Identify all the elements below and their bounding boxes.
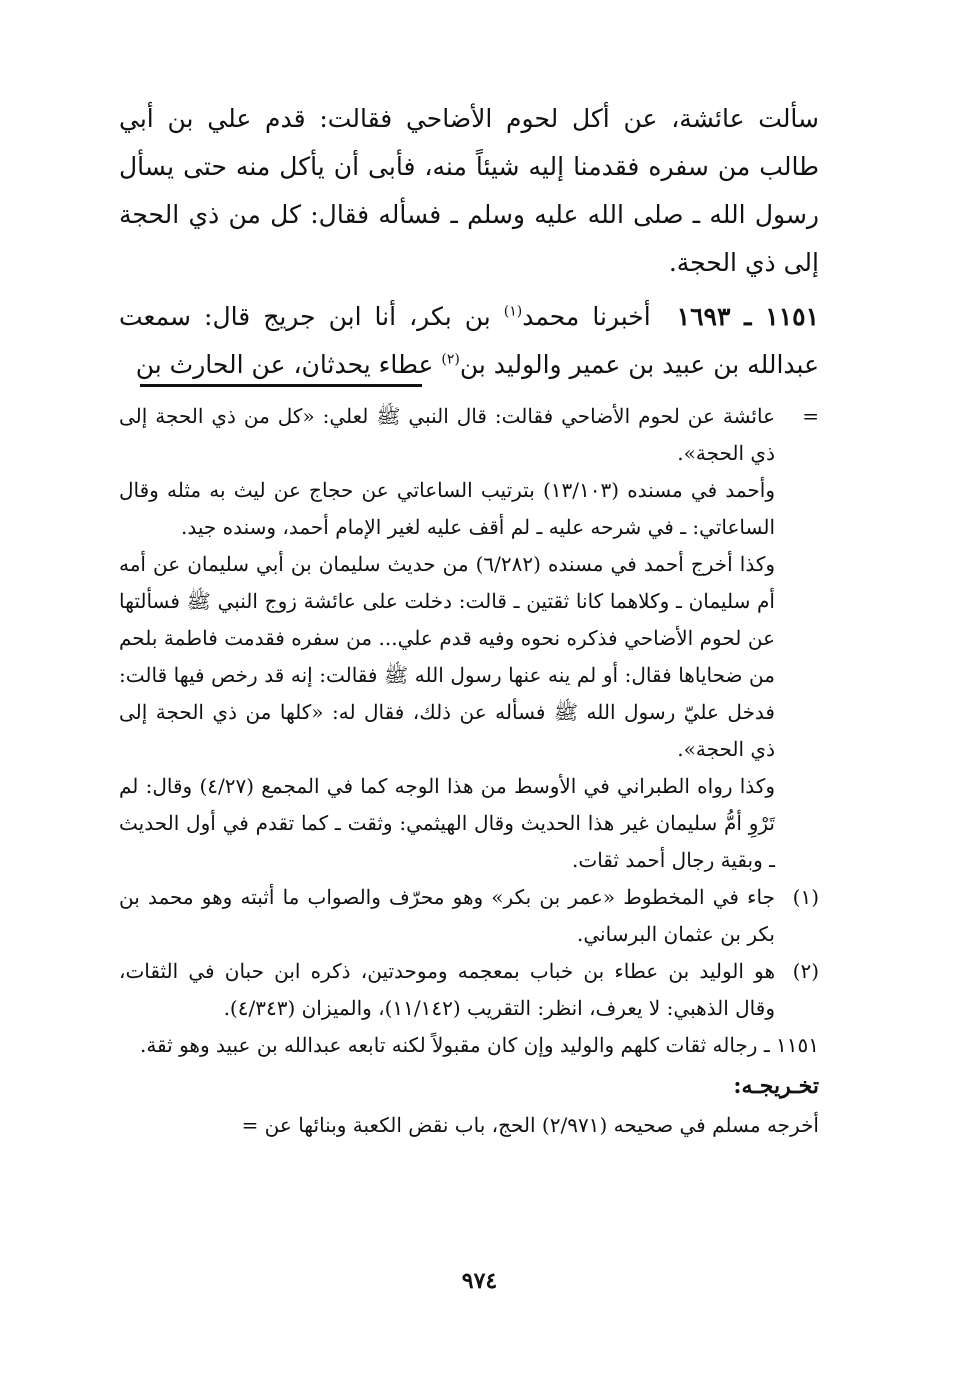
hadith-paragraph xyxy=(119,293,819,389)
footnotes-section xyxy=(119,398,819,1144)
note-1151 xyxy=(119,1027,819,1064)
footnote-separator xyxy=(140,384,422,387)
hadith-text-part1: أخبرنا محمد xyxy=(522,302,651,331)
footnote-2-marker: (٢) xyxy=(792,959,819,983)
continuation-marker: = xyxy=(802,404,819,428)
hadith-text-part2: بن بكر، أنا ابن جريج قال: سمعت عبدالله بن عبيد بن عمير والوليد بن xyxy=(119,302,819,379)
takhrij-heading: تخـريجـه: xyxy=(733,1073,819,1099)
footnote-2-text: هو الوليد بن عطاء بن خباب بمعجمه وموحدتين، ذكره ابن حبان في الثقات، وقال الذهبي: لا يعرف، انظر: التقريب (١١/١٤٢)، والميزان (٤/٣٤٣). xyxy=(119,959,775,1020)
note-paragraph: عائشة عن لحوم الأضاحي فقالت: قال النبي ﷺ لعلي: «كل من ذي الحجة إلى ذي الحجة». xyxy=(119,404,775,465)
note-paragraph: وأحمد في مسنده (١٣/١٠٣) بترتيب الساعاتي عن حجاج عن ليث به مثله وقال الساعاتي: ـ في شرحه عليه ـ لم أقف عليه لغير الإمام أحمد، وسنده جيد. xyxy=(119,478,775,539)
continued-note xyxy=(119,398,819,879)
main-paragraph: سألت عائشة، عن أكل لحوم الأضاحي فقالت: قدم علي بن أبي طالب من سفره فقدمنا إليه شيئاً منه، فأبى أن يأكل منه حتى يسأل رسول الله ـ صلى الله عليه وسلم ـ فسأله فقال: كل من ذي الحجة إلى ذي الحجة. xyxy=(119,104,819,277)
footnote-ref-1[interactable]: (١) xyxy=(503,303,523,320)
page-number: ٩٧٤ xyxy=(461,1268,498,1294)
note-1151-body: رجاله ثقات كلهم والوليد وإن كان مقبولاً لكنه تابعه عبدالله بن عبيد وهو ثقة. xyxy=(139,1033,758,1057)
takhrij-text: أخرجه مسلم في صحيحه (٢/٩٧١) الحج، باب نقض الكعبة وبنائها عن = xyxy=(241,1113,819,1137)
hadith-text-part3: عطاء يحدثان، عن الحارث بن xyxy=(135,350,442,379)
footnote-1-marker: (١) xyxy=(792,885,819,909)
note-1151-marker: ١١٥١ ـ xyxy=(763,1033,819,1057)
main-text xyxy=(119,95,819,389)
note-paragraph: وكذا أخرج أحمد في مسنده (٦/٢٨٢) من حديث سليمان بن أبي سليمان عن أمه أم سليمان ـ وكلاهما كانا ثقتين ـ قالت: دخلت على عائشة زوج النبي ﷺ فسألتها عن لحوم الأضاحي فذكره نحوه وفيه قدم علي... من سفره فقدمت فاطمة بلحم من ضحاياها فقال: أو لم ينه عنها رسول الله ﷺ فقالت: إنه قد رخص فيها قالت: فدخل عليّ رسول الله ﷺ فسأله عن ذلك، فقال له: «كلها من ذي الحجة إلى ذي الحجة». xyxy=(119,552,775,761)
footnote-1 xyxy=(119,879,819,953)
footnote-ref-2[interactable]: (٢) xyxy=(441,351,460,368)
footnote-2 xyxy=(119,953,819,1027)
note-1151-text xyxy=(119,1027,819,1064)
hadith-number: ١١٥١ ـ ١٦٩٣ xyxy=(676,302,819,331)
footnote-1-text: جاء في المخطوط «عمر بن بكر» وهو محرّف والصواب ما أثبته وهو محمد بن بكر بن عثمان البرساني. xyxy=(119,885,775,946)
note-paragraph: وكذا رواه الطبراني في الأوسط من هذا الوجه كما في المجمع (٤/٢٧) وقال: لم تَرْوِ أمُّ سليمان غير هذا الحديث وقال الهيثمي: وثقت ـ كما تقدم في أول الحديث ـ وبقية رجال أحمد ثقات. xyxy=(119,774,775,872)
continued-note-text xyxy=(119,398,775,879)
